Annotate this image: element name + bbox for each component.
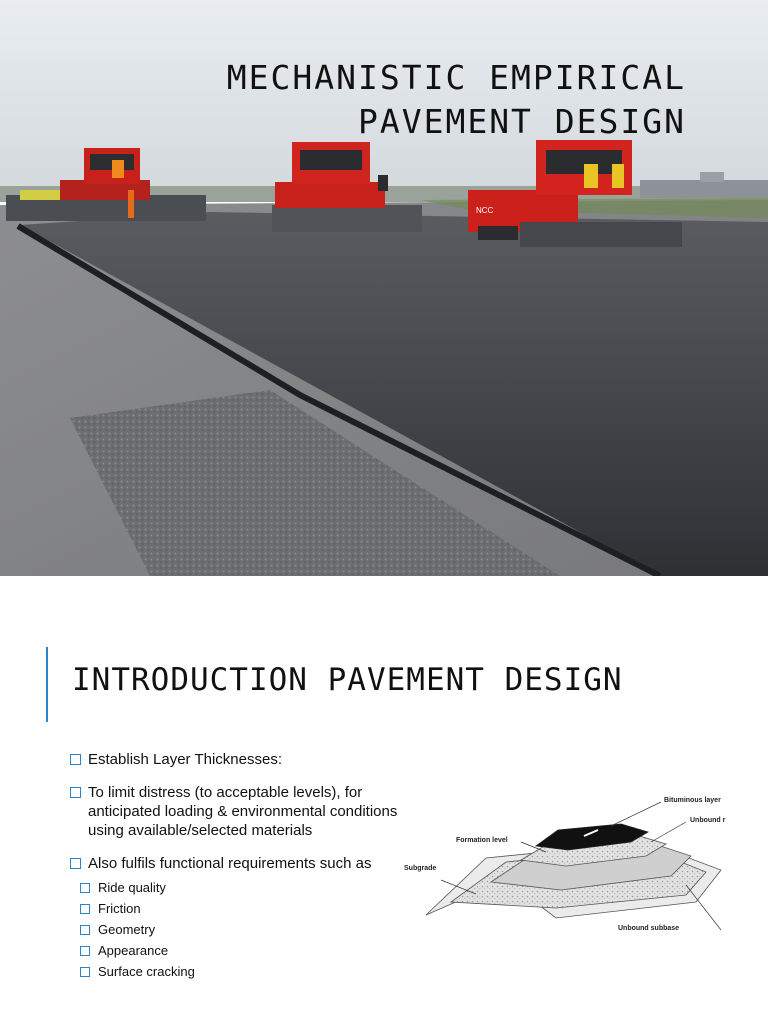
- label-unbound-subbase: Unbound subbase: [618, 925, 680, 932]
- sub-bullet-item: [76, 961, 400, 982]
- sub-bullet-text: Surface cracking: [98, 964, 195, 979]
- slide-title: [227, 56, 686, 144]
- worker: [128, 190, 134, 218]
- label-unbound-layer: Unbound r: [690, 817, 726, 824]
- bullet-list: [70, 750, 400, 982]
- sub-bullet-item: [76, 898, 400, 919]
- checkbox-bullet-icon: [70, 787, 81, 798]
- heading-accent-bar: [46, 647, 48, 722]
- pavement-cross-section-diagram: [396, 790, 736, 950]
- label-subgrade: Subgrade: [404, 865, 437, 872]
- sub-bullet-list: [70, 877, 400, 982]
- bullet-text: Also fulfils functional requirements such as: [88, 855, 372, 872]
- sub-bullet-item: [76, 919, 400, 940]
- checkbox-bullet-icon: [80, 967, 90, 977]
- sub-bullet-text: Friction: [98, 901, 141, 916]
- checkbox-bullet-icon: [80, 946, 90, 956]
- sub-bullet-text: Appearance: [98, 943, 169, 958]
- title-line-1: MECHANISTIC EMPIRICAL: [226, 58, 686, 97]
- bullet-item: [70, 750, 400, 769]
- label-bituminous-layer: Bituminous layer: [664, 797, 721, 804]
- checkbox-bullet-icon: [70, 754, 81, 765]
- bullet-item: [70, 854, 400, 873]
- paver-logo: NCC: [476, 206, 494, 215]
- bullet-item: [70, 783, 400, 840]
- bullet-text: To limit distress (to acceptable levels), for anticipated loading & environmental conditions using available/selected materials: [88, 784, 398, 839]
- checkbox-bullet-icon: [80, 883, 90, 893]
- bullet-text: Establish Layer Thicknesses:: [88, 751, 282, 768]
- slide-heading: INTRODUCTION PAVEMENT DESIGN: [72, 662, 623, 698]
- sub-bullet-item: [76, 877, 400, 898]
- sub-bullet-text: Ride quality: [98, 880, 166, 895]
- title-line-2: PAVEMENT DESIGN: [357, 102, 686, 141]
- checkbox-bullet-icon: [80, 925, 90, 935]
- sub-bullet-text: Geometry: [98, 922, 156, 937]
- intro-slide: [0, 600, 768, 1024]
- slide-gap: [0, 576, 768, 600]
- checkbox-bullet-icon: [70, 858, 81, 869]
- sub-bullet-item: [76, 940, 400, 961]
- checkbox-bullet-icon: [80, 904, 90, 914]
- label-formation-level: Formation level: [456, 837, 508, 844]
